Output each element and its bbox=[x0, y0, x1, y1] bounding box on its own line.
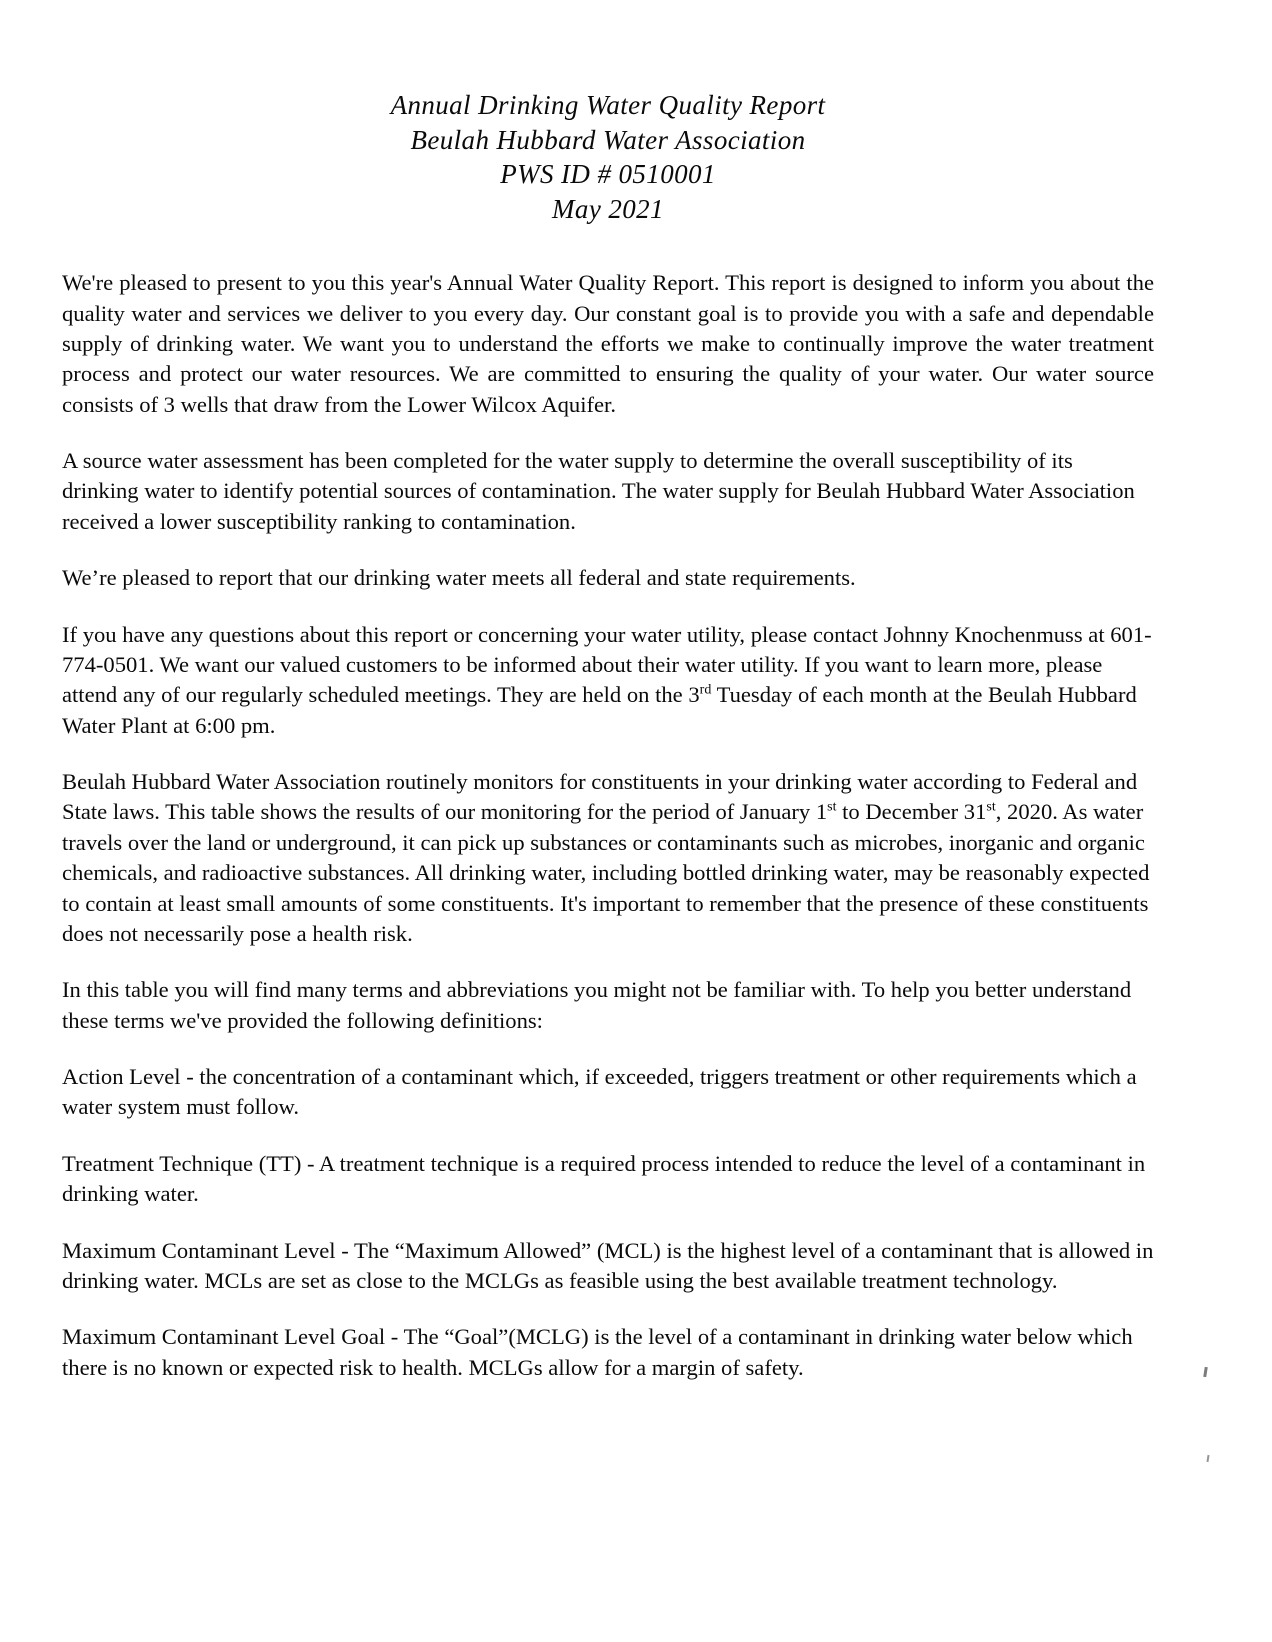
definition-treatment-technique: Treatment Technique (TT) - A treatment technique is a required process intended to reduce the level of a contaminant in drinking water. bbox=[62, 1150, 1146, 1207]
monitoring-text-part-one: Beulah Hubbard Water Association routinely monitors for constituents in your drinking water according to Federal and State laws. This table shows the results of our monitoring for the period of January 1 bbox=[62, 769, 1138, 825]
paragraph-compliance-statement: We’re pleased to report that our drinking water meets all federal and state requirements. bbox=[62, 565, 856, 591]
contact-text-part-one: If you have any questions about this report or concerning your water utility, please contact Johnny Knochenmuss at 601-774-0501. We want our valued customers to be informed about their water utility. If you want to learn more, please attend any of our regularly scheduled meetings. They are held on the 3 bbox=[62, 621, 1152, 708]
title-line-pws-id: PWS ID # 0510001 bbox=[500, 159, 716, 190]
paragraph-monitoring-overview bbox=[62, 767, 1154, 949]
title-line-organization: Beulah Hubbard Water Association bbox=[410, 124, 806, 155]
ordinal-suffix-first: st bbox=[827, 799, 837, 815]
paragraph-contact-information bbox=[62, 620, 1154, 742]
report-title-block bbox=[62, 88, 1154, 226]
ordinal-suffix-thirtyfirst: st bbox=[986, 799, 996, 815]
definition-maximum-contaminant-level: Maximum Contaminant Level - The “Maximum Allowed” (MCL) is the highest level of a contaminant that is allowed in drinking water. MCLs are set as close to the MCLGs as feasible using the best available treatment technology. bbox=[62, 1237, 1154, 1293]
title-line-date: May 2021 bbox=[552, 193, 664, 224]
contact-text-part-two: Tuesday of each month at the Beulah Hubbard Water Plant at 6:00 pm. bbox=[62, 682, 1137, 738]
monitoring-text-part-three: , 2020. As water travels over the land or underground, it can pick up substances or contaminants such as microbes, inorganic and organic chemicals, and radioactive substances. All drinking water, including bottled drinking water, may be reasonably expected to contain at least small amounts of some constituents. It's important to remember that the presence of these constituents does not necessarily pose a health risk. bbox=[62, 799, 1150, 946]
paragraph-introduction: We're pleased to present to you this year's Annual Water Quality Report. This report is designed to inform you about the quality water and services we deliver to you every day. Our constant goal is to provide you with a safe and dependable supply of drinking water. We want you to understand the efforts we make to continually improve the water treatment process and protect our water resources. We are committed to ensuring the quality of your water. Our water source consists of 3 wells that draw from the Lower Wilcox Aquifer. bbox=[62, 270, 1154, 417]
scan-artifact-mark-secondary bbox=[1206, 1455, 1209, 1462]
definition-maximum-contaminant-level-goal: Maximum Contaminant Level Goal - The “Goal”(MCLG) is the level of a contaminant in drinking water below which there is no known or expected risk to health. MCLGs allow for a margin of safety. bbox=[62, 1324, 1133, 1380]
title-line-report-name: Annual Drinking Water Quality Report bbox=[390, 90, 826, 120]
ordinal-suffix-third: rd bbox=[699, 682, 712, 698]
paragraph-source-water-assessment: A source water assessment has been completed for the water supply to determine the overall susceptibility of its drinking water to identify potential sources of contamination. The water supply for Beulah Hubbard Water Association received a lower susceptibility ranking to contamination. bbox=[62, 448, 1135, 534]
paragraph-terms-introduction: In this table you will find many terms and abbreviations you might not be familiar with. To help you better understand these terms we've provided the following definitions: bbox=[62, 977, 1132, 1033]
definition-action-level: Action Level - the concentration of a contaminant which, if exceeded, triggers treatment or other requirements which a water system must follow. bbox=[62, 1064, 1137, 1120]
document-body bbox=[62, 88, 1154, 1409]
scan-artifact-mark bbox=[1203, 1367, 1208, 1377]
monitoring-text-part-two: to December 31 bbox=[836, 799, 987, 825]
